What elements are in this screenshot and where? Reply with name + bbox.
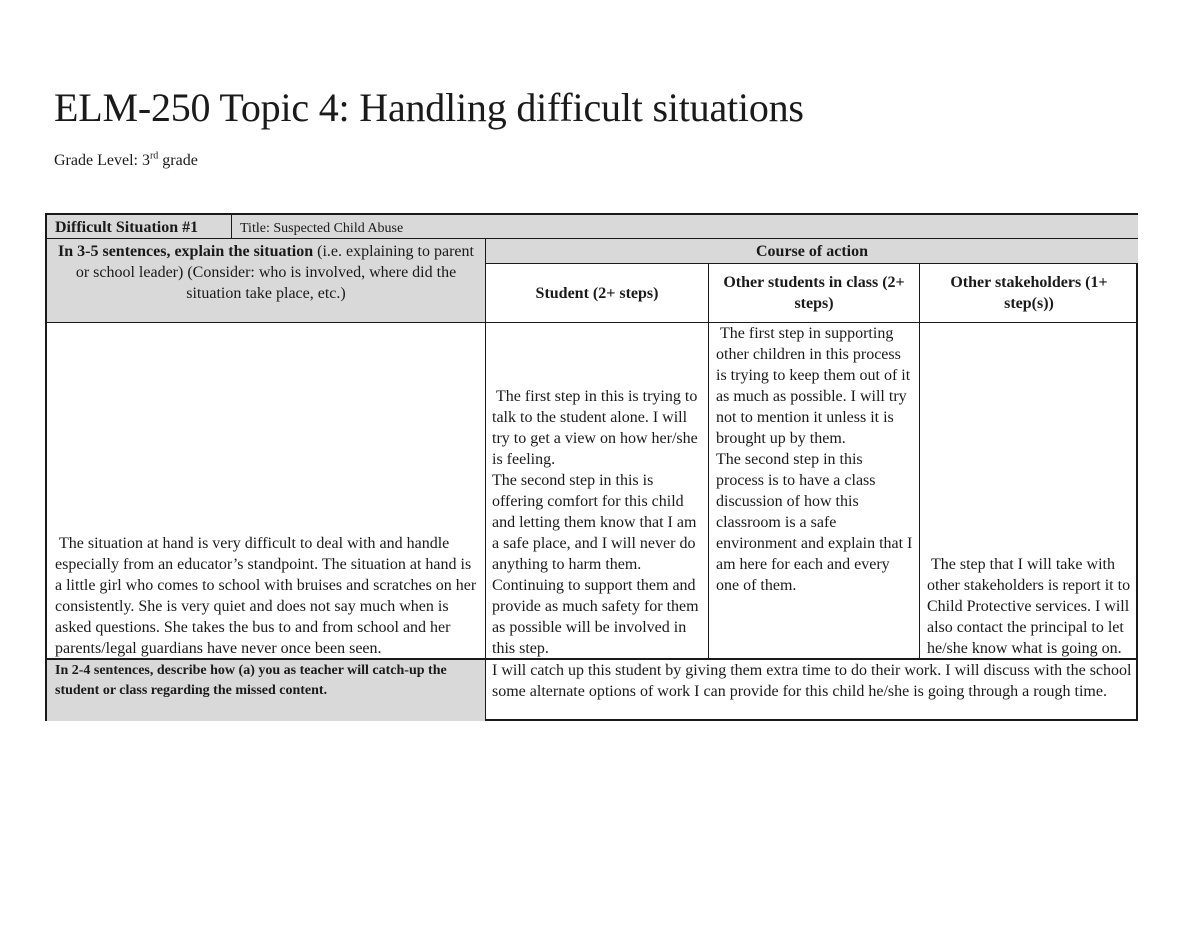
other-students-steps-cell	[709, 323, 919, 659]
student-steps-cell	[486, 323, 708, 659]
situation-title-cell: Title: Suspected Child Abuse	[232, 215, 1138, 238]
student-steps-text: The first step in this is trying to talk to the student alone. I will try to get a view on how her/she is feeling. The second step in this is offering comfort for this child and letting them know that I am a safe place, and I will never do anything to harm them. Continuing to support them and provide as much safety for them as possible will be involved in this step.	[492, 388, 699, 657]
divider	[231, 215, 232, 238]
divider	[708, 263, 709, 659]
situation-description-cell	[47, 323, 485, 659]
grade-suffix: grade	[158, 152, 198, 169]
grade-superscript: rd	[149, 150, 159, 162]
divider	[919, 263, 920, 659]
catchup-answer-cell: I will catch up this student by giving them extra time to do their work. I will discuss with the school some alternate options of work I can provide for this child he/she is going through a rough time.	[492, 662, 1132, 700]
divider	[47, 322, 1138, 323]
page-title: ELM-250 Topic 4: Handling difficult situations	[54, 85, 804, 130]
divider	[47, 658, 1138, 660]
stakeholders-steps-text: The step that I will take with other stakeholders is report it to Child Protective services. I will also contact the principal to let he/she know what is going on.	[927, 556, 1135, 657]
stakeholders-column-header: Other stakeholders (1+ step(s))	[950, 274, 1108, 312]
other-students-steps-text: The first step in supporting other children in this process is trying to keep them out of it as much as possible. I will try not to mention it unless it is brought up by them. The second step in this process is to have a class discussion of how this classroom is a safe environment and explain that I am here for each and every one of them.	[716, 325, 913, 594]
explain-prompt-rest: (i.e. explaining to parent or school leader) (Consider: who is involved, where did the situation take place, etc.)	[75, 243, 474, 302]
grade-level	[54, 152, 198, 170]
situation-number-cell: Difficult Situation #1	[47, 215, 231, 238]
explain-prompt-bold: In 3-5 sentences, explain the situation	[58, 243, 314, 260]
divider	[485, 238, 486, 721]
student-column-header: Student (2+ steps)	[535, 284, 659, 302]
situation-description-text: The situation at hand is very difficult to deal with and handle especially from an educator’s standpoint. The situation at hand is a little girl who comes to school with bruises and scratches on her consistently. She is very quiet and does not say much when is asked questions. She takes the bus to and from school and her parents/legal guardians have never once been seen.	[55, 535, 481, 657]
catchup-prompt-cell: In 2-4 sentences, describe how (a) you as teacher will catch-up the student or class regarding the missed content.	[47, 660, 485, 721]
stakeholders-steps-cell	[920, 323, 1138, 659]
divider	[485, 263, 1138, 264]
grade-prefix: Grade Level: 3	[54, 152, 150, 169]
divider	[47, 238, 1138, 239]
other-students-column-header: Other students in class (2+ steps)	[723, 274, 905, 312]
explain-prompt-cell	[47, 239, 485, 322]
course-of-action-header: Course of action	[486, 239, 1138, 263]
situation-table	[45, 213, 1138, 721]
